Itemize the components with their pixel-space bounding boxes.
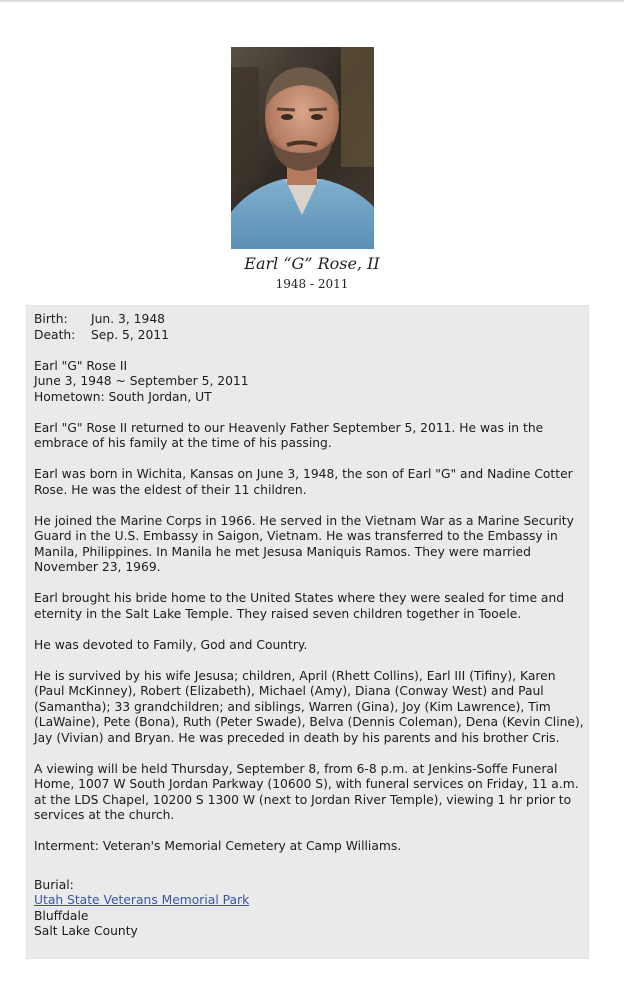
burial-block: [34, 878, 584, 940]
portrait-photo: [231, 47, 374, 249]
cemetery-link[interactable]: Utah State Veterans Memorial Park: [34, 893, 250, 907]
paragraph-services: A viewing will be held Thursday, September 8, from 6-8 p.m. at Jenkins-Soffe Funeral Home, 1007 W South Jordan Parkway (10600 S), with funeral services on Friday, 11 a.m. at the LDS Chapel, 10200 S 1300 W (next to Jordan River Temple), viewing 1 hr prior to services at the church.: [34, 761, 579, 822]
vital-dates: [34, 312, 584, 343]
paragraph-birth: Earl was born in Wichita, Kansas on June 3, 1948, the son of Earl "G" and Nadine Cotter Rose. He was the eldest of their 11 children.: [34, 467, 573, 497]
birth-value: Jun. 3, 1948: [91, 312, 165, 326]
death-row: [34, 328, 584, 344]
burial-county: Salt Lake County: [34, 924, 138, 938]
identity-name: Earl "G" Rose II: [34, 358, 128, 373]
birth-row: [34, 312, 584, 328]
obituary-content: [34, 312, 584, 955]
paragraph-devotion: He was devoted to Family, God and Country.: [34, 637, 308, 652]
paragraph-interment: Interment: Veteran's Memorial Cemetery at Camp Williams.: [34, 839, 402, 853]
memorial-name: Earl “G” Rose, II: [244, 254, 380, 273]
scan-edge: [0, 0, 624, 3]
death-value: Sep. 5, 2011: [91, 327, 169, 342]
memorial-years: 1948 - 2011: [275, 277, 349, 291]
burial-city: Bluffdale: [34, 908, 89, 923]
identity-dates: June 3, 1948 ~ September 5, 2011: [34, 374, 249, 388]
paragraph-survivors: He is survived by his wife Jesusa; children, April (Rhett Collins), Earl III (Tifiny), Karen (Paul McKinney), Robert (Elizabeth), Michael (Amy), Diana (Conway West) and Paul (Samantha); 33 grandchildren; and siblings, Warren (Gina), Joy (Kim Lawrence), Tim (LaWaine), Pete (Bona), Ruth (Peter Swade), Belva (Dennis Coleman), Dena (Kevin Cline), Jay (Vivian) and Bryan. He was preceded in death by his parents and his brother Cris.: [34, 668, 584, 745]
identity-block: [34, 359, 584, 406]
burial-label: Burial:: [34, 877, 74, 892]
paragraph-marriage: Earl brought his bride home to the United States where they were sealed for time and eternity in the Salt Lake Temple. They raised seven children together in Tooele.: [34, 591, 565, 621]
death-label: Death:: [34, 327, 76, 342]
birth-label: Birth:: [34, 312, 68, 326]
paragraph-service: He joined the Marine Corps in 1966. He served in the Vietnam War as a Marine Security Guard in the U.S. Embassy in Saigon, Vietnam. He was transferred to the Embassy in Manila, Philippines. In Manila he met Jesusa Maniquis Ramos. They were married November 23, 1969.: [34, 513, 574, 574]
identity-hometown: Hometown: South Jordan, UT: [34, 389, 212, 404]
paragraph-passing: Earl "G" Rose II returned to our Heavenly Father September 5, 2011. He was in the embrace of his family at the time of his passing.: [34, 420, 544, 450]
